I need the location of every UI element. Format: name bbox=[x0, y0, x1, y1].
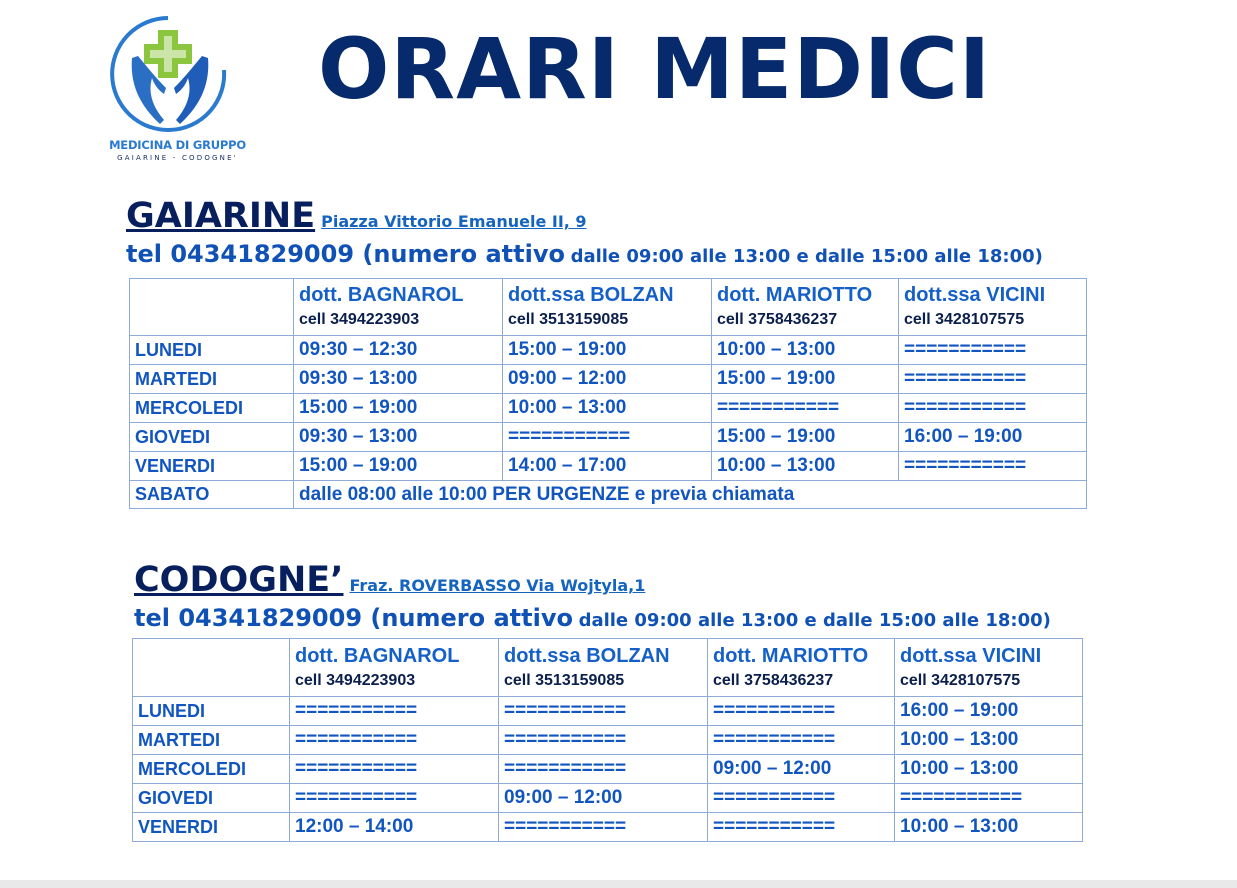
caring-hands-cross-icon bbox=[108, 12, 232, 136]
doctor-cell: cell 3758436237 bbox=[713, 671, 834, 689]
corner-cell bbox=[133, 639, 290, 697]
doctor-cell: cell 3494223903 bbox=[299, 311, 420, 328]
page-title: ORARI MEDICI bbox=[318, 20, 992, 118]
table-row bbox=[130, 394, 1087, 423]
day-cell: MERCOLEDI bbox=[133, 755, 290, 784]
table-row bbox=[130, 452, 1087, 481]
day-cell: LUNEDI bbox=[130, 336, 294, 365]
codogne-phone-hours: dalle 09:00 alle 13:00 e dalle 15:00 alle 18:00) bbox=[578, 610, 1051, 631]
time-cell: 10:00 – 13:00 bbox=[712, 336, 899, 365]
doctor-cell: cell 3428107575 bbox=[900, 671, 1021, 689]
day-cell: GIOVEDI bbox=[130, 423, 294, 452]
doctor-header-bagnarol bbox=[294, 279, 503, 336]
time-cell: 10:00 – 13:00 bbox=[895, 755, 1083, 784]
time-cell: 15:00 – 19:00 bbox=[712, 365, 899, 394]
doctor-cell: cell 3513159085 bbox=[508, 311, 629, 328]
day-cell: MARTEDI bbox=[133, 726, 290, 755]
doctor-cell: cell 3494223903 bbox=[295, 671, 416, 689]
gaiarine-schedule-table bbox=[129, 278, 1087, 509]
time-cell: 15:00 – 19:00 bbox=[712, 423, 899, 452]
table-row bbox=[133, 697, 1083, 726]
codogne-schedule-table bbox=[132, 638, 1083, 842]
time-cell: =========== bbox=[712, 394, 899, 423]
time-cell: 16:00 – 19:00 bbox=[899, 423, 1087, 452]
doctor-header-bolzan bbox=[499, 639, 708, 697]
codogne-header bbox=[134, 560, 645, 600]
doctor-header-bagnarol bbox=[290, 639, 499, 697]
logo-subname: GAIARINE - CODOGNE' bbox=[117, 154, 238, 162]
time-cell: =========== bbox=[708, 784, 895, 813]
time-cell: 09:30 – 12:30 bbox=[294, 336, 503, 365]
day-cell: VENERDI bbox=[133, 813, 290, 842]
time-cell: 09:30 – 13:00 bbox=[294, 423, 503, 452]
time-cell: =========== bbox=[899, 452, 1087, 481]
time-cell: 09:00 – 12:00 bbox=[499, 784, 708, 813]
medicina-di-gruppo-logo bbox=[100, 12, 260, 168]
time-cell: 09:30 – 13:00 bbox=[294, 365, 503, 394]
table-row bbox=[133, 755, 1083, 784]
doctor-name: dott.ssa VICINI bbox=[900, 644, 1042, 667]
doctor-name: dott. MARIOTTO bbox=[713, 644, 869, 667]
time-cell: 16:00 – 19:00 bbox=[895, 697, 1083, 726]
time-cell: =========== bbox=[708, 813, 895, 842]
day-cell: MARTEDI bbox=[130, 365, 294, 394]
day-cell: VENERDI bbox=[130, 452, 294, 481]
day-cell: MERCOLEDI bbox=[130, 394, 294, 423]
time-cell: 09:00 – 12:00 bbox=[708, 755, 895, 784]
time-cell: =========== bbox=[899, 365, 1087, 394]
doctor-name: dott. MARIOTTO bbox=[717, 284, 873, 306]
doctor-name: dott.ssa BOLZAN bbox=[508, 284, 674, 306]
doctor-name: dott. BAGNAROL bbox=[295, 644, 460, 667]
doctor-header-bolzan bbox=[503, 279, 712, 336]
time-cell: =========== bbox=[899, 336, 1087, 365]
logo-name: MEDICINA DI GRUPPO bbox=[109, 138, 246, 152]
doctor-name: dott.ssa VICINI bbox=[904, 284, 1046, 306]
gaiarine-phone: tel 04341829009 (numero attivo bbox=[126, 240, 565, 268]
time-cell: 10:00 – 13:00 bbox=[712, 452, 899, 481]
table-header-row bbox=[133, 639, 1083, 697]
doctor-header-vicini bbox=[895, 639, 1083, 697]
day-cell: LUNEDI bbox=[133, 697, 290, 726]
time-cell: =========== bbox=[708, 726, 895, 755]
table-row bbox=[130, 423, 1087, 452]
gaiarine-phone-line bbox=[126, 240, 1043, 268]
saturday-row bbox=[130, 481, 1087, 509]
time-cell: 14:00 – 17:00 bbox=[503, 452, 712, 481]
time-cell: 12:00 – 14:00 bbox=[290, 813, 499, 842]
time-cell: =========== bbox=[499, 755, 708, 784]
time-cell: 09:00 – 12:00 bbox=[503, 365, 712, 394]
codogne-name: CODOGNE’ bbox=[134, 560, 344, 600]
time-cell: 10:00 – 13:00 bbox=[895, 726, 1083, 755]
doctor-cell: cell 3428107575 bbox=[904, 311, 1025, 328]
time-cell: =========== bbox=[503, 423, 712, 452]
table-header-row bbox=[130, 279, 1087, 336]
time-cell: =========== bbox=[899, 394, 1087, 423]
doctor-cell: cell 3513159085 bbox=[504, 671, 625, 689]
doctor-cell: cell 3758436237 bbox=[717, 311, 838, 328]
day-cell: GIOVEDI bbox=[133, 784, 290, 813]
bottom-edge bbox=[0, 880, 1237, 888]
doctor-name: dott.ssa BOLZAN bbox=[504, 644, 670, 667]
gaiarine-address: Piazza Vittorio Emanuele II, 9 bbox=[321, 212, 587, 231]
time-cell: 10:00 – 13:00 bbox=[895, 813, 1083, 842]
table-row bbox=[133, 784, 1083, 813]
time-cell: 15:00 – 19:00 bbox=[503, 336, 712, 365]
time-cell: =========== bbox=[290, 755, 499, 784]
codogne-address: Fraz. ROVERBASSO Via Wojtyla,1 bbox=[349, 576, 646, 595]
time-cell: =========== bbox=[290, 697, 499, 726]
saturday-note: dalle 08:00 alle 10:00 PER URGENZE e previa chiamata bbox=[294, 481, 1087, 509]
time-cell: =========== bbox=[708, 697, 895, 726]
doctor-name: dott. BAGNAROL bbox=[299, 284, 464, 306]
time-cell: 10:00 – 13:00 bbox=[503, 394, 712, 423]
doctor-header-mariotto bbox=[712, 279, 899, 336]
time-cell: =========== bbox=[499, 726, 708, 755]
gaiarine-name: GAIARINE bbox=[126, 196, 316, 236]
table-row bbox=[133, 813, 1083, 842]
time-cell: 15:00 – 19:00 bbox=[294, 394, 503, 423]
table-row bbox=[130, 365, 1087, 394]
day-cell: SABATO bbox=[130, 481, 294, 509]
time-cell: =========== bbox=[290, 784, 499, 813]
doctor-header-mariotto bbox=[708, 639, 895, 697]
time-cell: =========== bbox=[895, 784, 1083, 813]
codogne-phone-line bbox=[134, 604, 1051, 632]
time-cell: =========== bbox=[499, 697, 708, 726]
gaiarine-header bbox=[126, 196, 587, 236]
codogne-phone: tel 04341829009 (numero attivo bbox=[134, 604, 573, 632]
table-row bbox=[130, 336, 1087, 365]
corner-cell bbox=[130, 279, 294, 336]
table-row bbox=[133, 726, 1083, 755]
time-cell: =========== bbox=[499, 813, 708, 842]
doctor-header-vicini bbox=[899, 279, 1087, 336]
time-cell: =========== bbox=[290, 726, 499, 755]
gaiarine-phone-hours: dalle 09:00 alle 13:00 e dalle 15:00 alle 18:00) bbox=[570, 246, 1043, 267]
time-cell: 15:00 – 19:00 bbox=[294, 452, 503, 481]
